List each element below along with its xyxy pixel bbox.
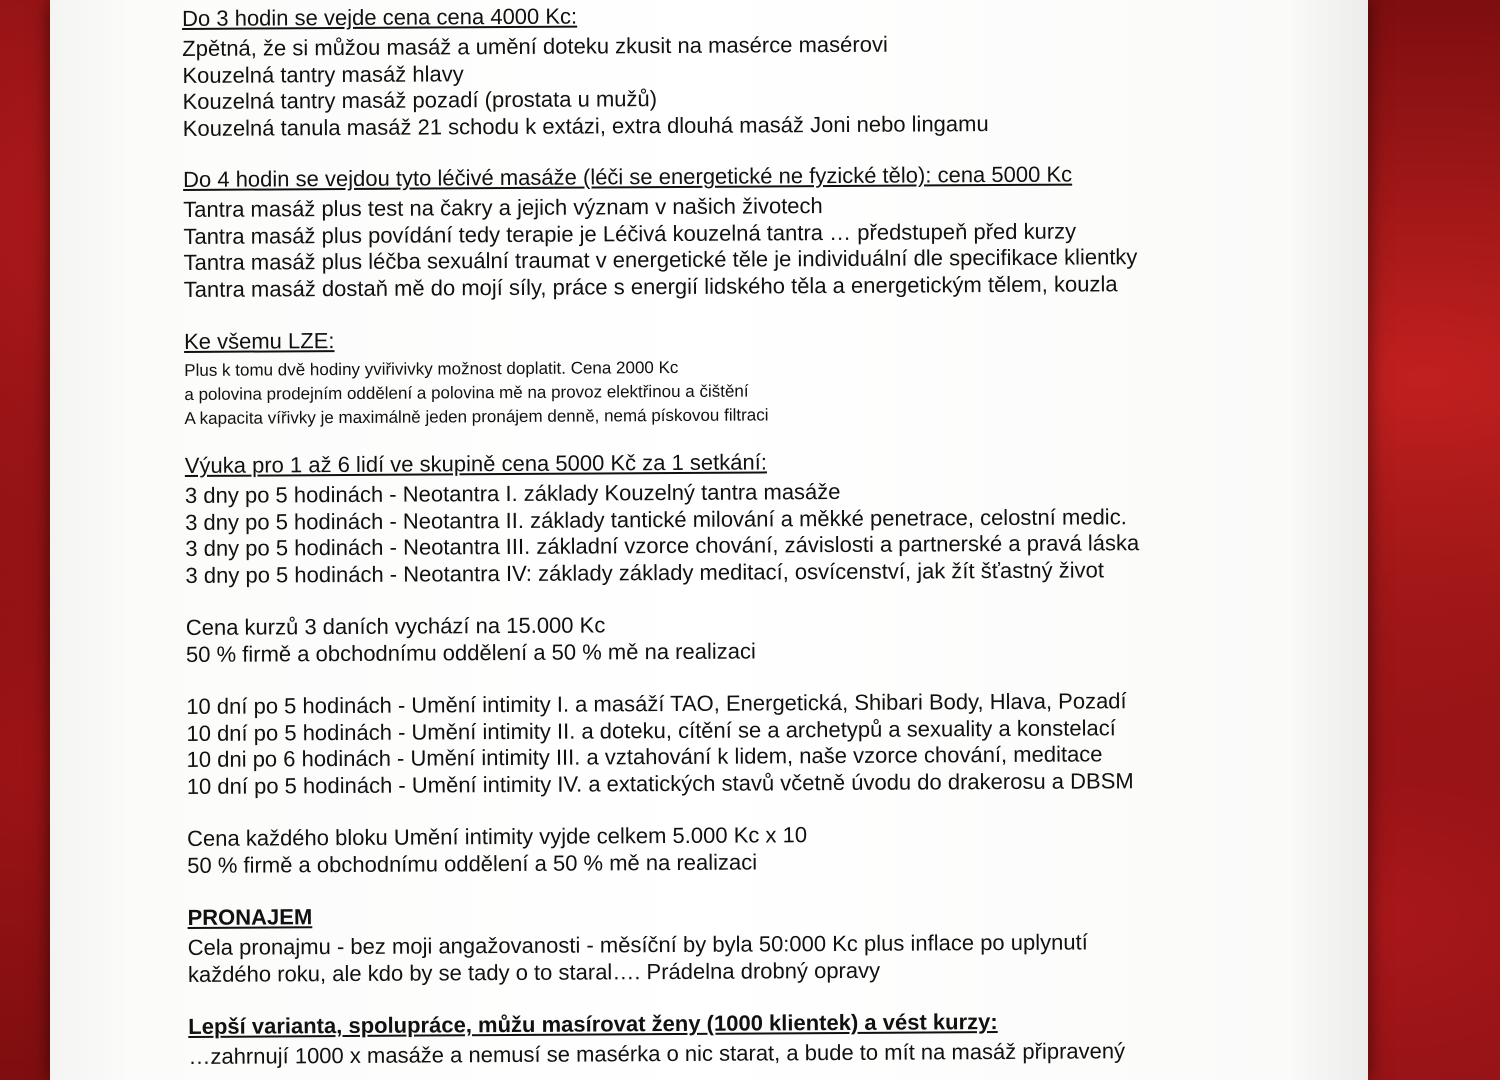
- text-line: Kouzelná tantry masáž pozadí (prostata u mužů): [182, 86, 658, 114]
- section-heading: Do 3 hodin se vejde cena cena 4000 Kc:: [182, 3, 578, 31]
- section-4-hours: [183, 160, 1314, 303]
- text-line: Cela pronajmu - bez moji angažovanosti - měsíční by byla 50:000 Kc plus inflace po uplynutí: [187, 929, 1088, 960]
- text-line: Tantra masáž plus povídání tedy terapie je Léčivá kouzelná tantra … předstupeň před kurzy: [183, 218, 1077, 249]
- section-umeni-intimity: [186, 687, 1317, 800]
- section-cena-bloku: [187, 819, 1317, 879]
- text-line: A kapacita vířivky je maximálně jeden pronájem denně, nemá pískovou filtraci: [184, 405, 769, 428]
- section-vyuka: [185, 446, 1316, 589]
- text-line: 3 dny po 5 hodinách - Neotantra I. základy Kouzelný tantra masáže: [184, 478, 841, 508]
- text-line: Plus k tomu dvě hodiny yviřivivky možnost doplatit. Cena 2000 Kc: [184, 357, 679, 380]
- section-ke-vsemu: [184, 322, 1315, 431]
- text-line: …zahrnují 1000 x masáže a nemusí se masérka o nic starat, a bude to mít na masáž připravený: [188, 1038, 1126, 1069]
- text-line: 3 dny po 5 hodinách - Neotantra IV: základy základy meditací, osvícenství, jak žít šťastný život: [185, 556, 1104, 588]
- section-heading: PRONAJEM: [187, 904, 313, 930]
- text-line: Zpětná, že si můžou masáž a umění doteku zkusit na masérce masérovi: [182, 31, 888, 61]
- text-line: 10 dní po 5 hodinách - Umění intimity II. a doteku, cítění se a archetypů a sexuality a konstelací: [186, 714, 1116, 746]
- text-line: 10 dní po 5 hodinách - Umění intimity I. a masáží TAO, Energetická, Shibari Body, Hlava, Pozadí: [186, 688, 1127, 719]
- section-pronajem: [187, 898, 1317, 988]
- section-heading: Lepší varianta, spolupráce, můžu masírovat ženy (1000 klientek) a vést kurzy:: [188, 1009, 998, 1039]
- text-line: Cena kurzů 3 daních vychází na 15.000 Kc: [185, 612, 606, 640]
- text-line: 3 dny po 5 hodinách - Neotantra II. základy tantické milování a měkké penetrace, celostní medic.: [185, 503, 1127, 535]
- text-line: 10 dní po 5 hodinách - Umění intimity IV. a extatických stavů včetně úvodu do drakerosu a DBSM: [186, 767, 1134, 799]
- section-heading: Výuka pro 1 až 6 lidí ve skupině cena 5000 Kč za 1 setkání:: [184, 449, 768, 478]
- text-line: každého roku, ale kdo by se tady o to staral…. Prádelna drobný opravy: [187, 957, 881, 987]
- text-line: 3 dny po 5 hodinách - Neotantra III. základní vzorce chování, závislosti a partnerské a pravá láska: [185, 530, 1140, 561]
- section-heading: Ke všemu LZE:: [183, 328, 335, 354]
- text-line: Kouzelná tanula masáž 21 schodu k extázi, extra dlouhá masáž Joni nebo lingamu: [182, 110, 989, 141]
- section-cena-kurzu: [186, 608, 1316, 668]
- text-line: Tantra masáž plus léčba sexuální traumat v energetické těle je individuální dle specifikace klientky: [183, 244, 1138, 275]
- section-heading: Do 4 hodin se vejdou tyto léčivé masáže (léči se energetické ne fyzické tělo): cena 5000 Kc: [182, 161, 1073, 192]
- text-line: 10 dni po 6 hodinách - Umění intimity III. a vztahování k lidem, naše vzorce chování, meditace: [186, 741, 1103, 772]
- text-line: a polovina prodejním oddělení a polovina mě na provoz elektřinou a čištění: [184, 381, 749, 404]
- paper-sheet: [50, 0, 1368, 1080]
- text-line: Kouzelná tantry masáž hlavy: [182, 60, 464, 88]
- text-line: Cena každého bloku Umění intimity vyjde celkem 5.000 Kc x 10: [187, 822, 808, 851]
- text-line: Tantra masáž plus test na čakry a jejich význam v našich životech: [183, 193, 823, 222]
- section-3-hours: [182, 0, 1313, 142]
- document-content: [182, 0, 1318, 1070]
- text-line: 50 % firmě a obchodnímu oddělení a 50 % mě na realizaci: [187, 849, 758, 878]
- text-line: Tantra masáž dostaň mě do mojí síly, práce s energií lidského těla a energetickým tělem, kouzla: [183, 270, 1118, 302]
- section-lepsi-varianta: [188, 1007, 1318, 1070]
- text-line: 50 % firmě a obchodnímu oddělení a 50 % mě na realizaci: [185, 638, 756, 667]
